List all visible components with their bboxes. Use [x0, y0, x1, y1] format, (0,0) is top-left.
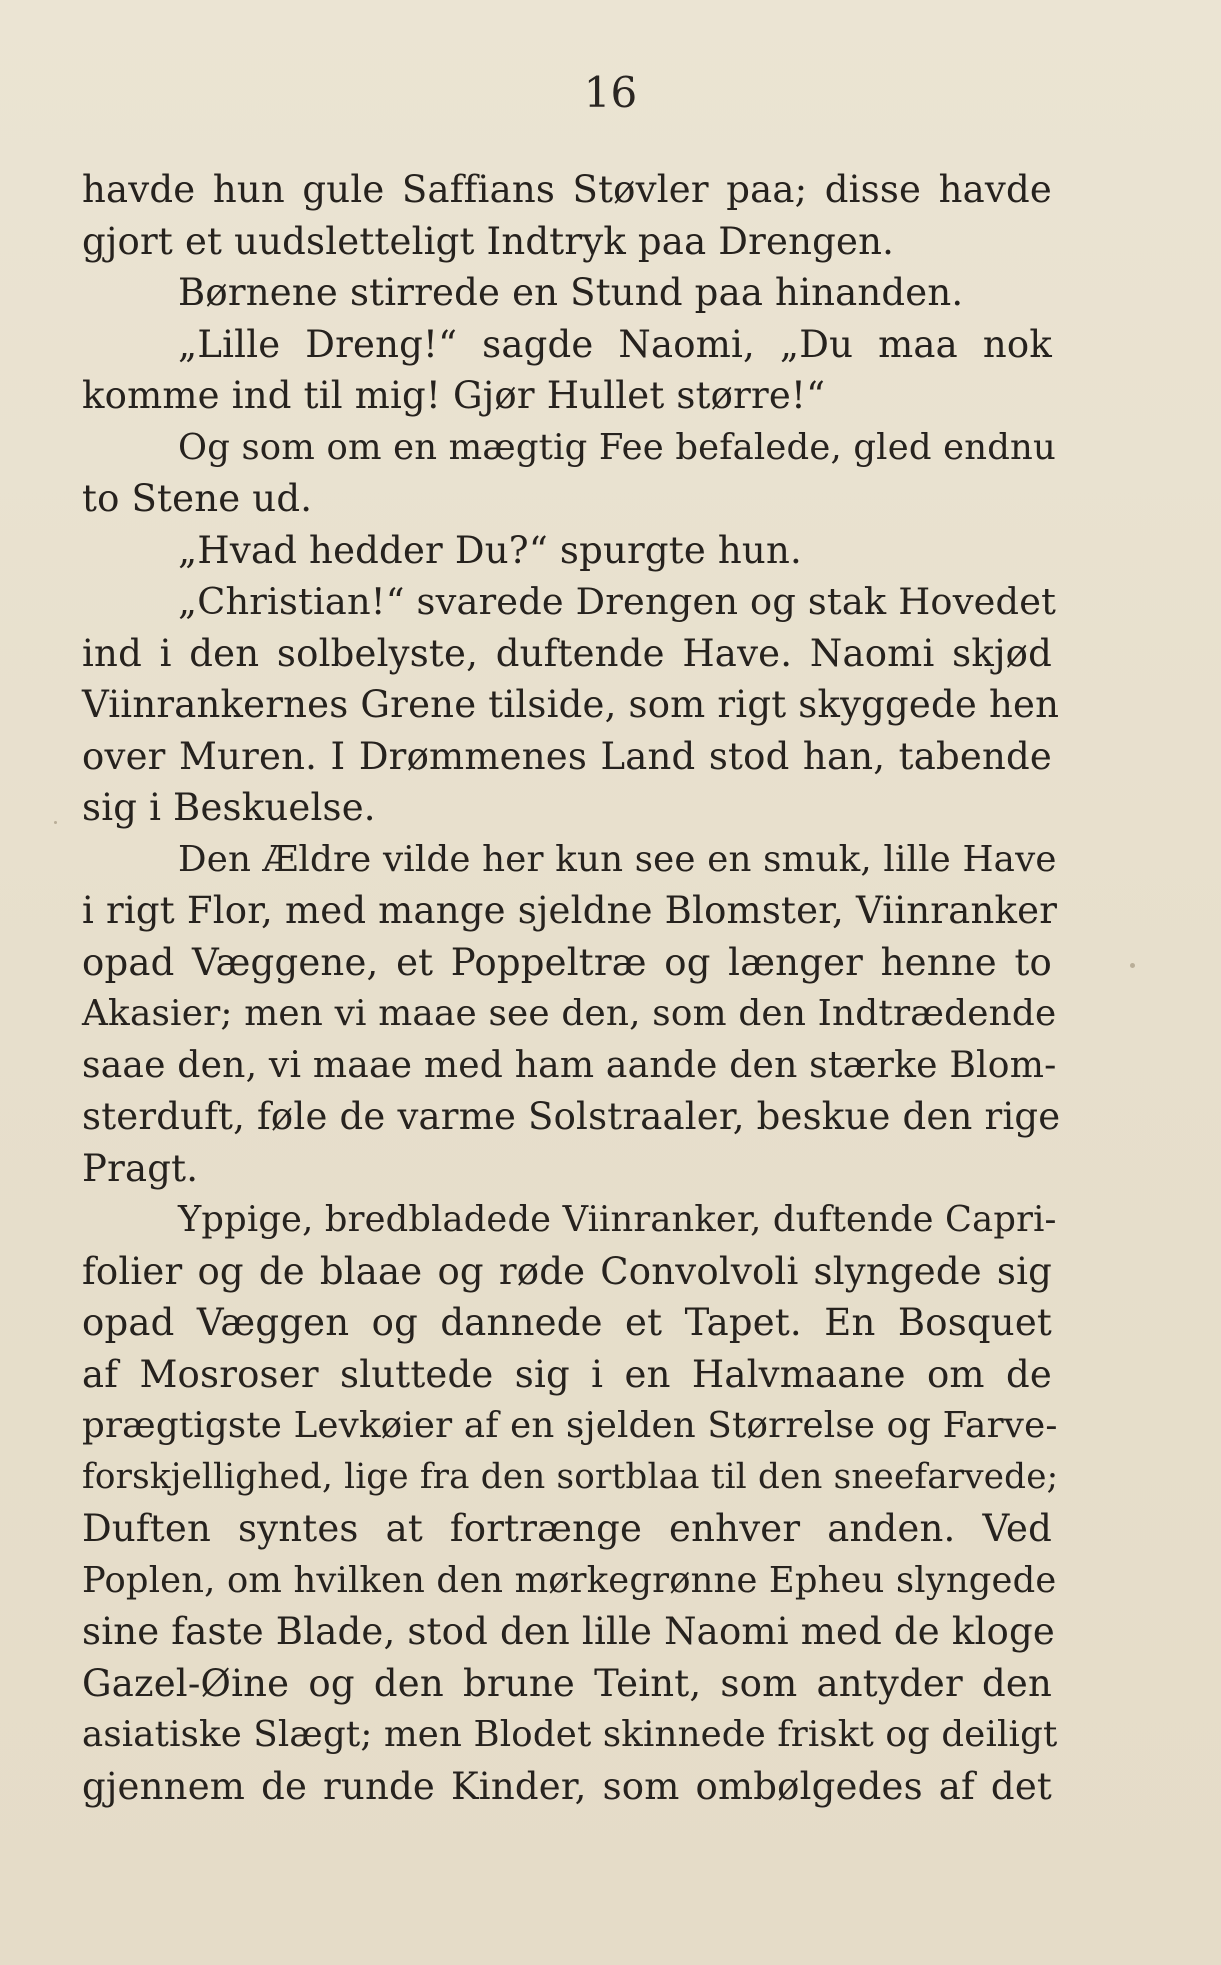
- text-line: gjennem de runde Kinder, som ombølgedes af det: [82, 1764, 1052, 1808]
- paper-speck: [54, 821, 57, 824]
- text-line: „Christian!“ svarede Drengen og stak Hovedet: [178, 580, 1057, 623]
- text-line: Viinrankernes Grene tilside, som rigt skyggede hen: [82, 683, 1060, 726]
- text-line: Børnene stirrede en Stund paa hinanden.: [178, 271, 964, 314]
- text-line: sine faste Blade, stod den lille Naomi med de kloge: [82, 1610, 1055, 1653]
- text-line: prægtigste Levkøier af en sjelden Størrelse og Farve-: [82, 1405, 1058, 1446]
- text-line: opad Væggen og dannede et Tapet. En Bosquet: [82, 1301, 1052, 1344]
- text-line: folier og de blaae og røde Convolvoli slyngede sig: [82, 1249, 1052, 1293]
- text-line: af Mosroser sluttede sig i en Halvmaane om de: [82, 1352, 1052, 1396]
- text-line: saae den, vi maae med ham aande den stærke Blom-: [82, 1043, 1057, 1086]
- text-line: Poplen, om hvilken den mørkegrønne Epheu slyngede: [82, 1559, 1057, 1601]
- text-line: Yppige, bredbladede Viinranker, duftende Capri-: [178, 1199, 1057, 1240]
- body-text: [82, 164, 1061, 1812]
- text-line: Gazel-Øine og den brune Teint, som antyder den: [82, 1661, 1052, 1705]
- text-line: komme ind til mig! Gjør Hullet større!“: [82, 374, 826, 417]
- text-line: Akasier; men vi maae see den, som den Indtrædende: [82, 993, 1057, 1034]
- text-line: sig i Beskuelse.: [82, 786, 376, 829]
- page-number: 16: [583, 68, 638, 117]
- text-line: over Muren. I Drømmenes Land stod han, tabende: [82, 734, 1052, 778]
- paper-speck: [1130, 963, 1135, 968]
- text-line: gjort et uudsletteligt Indtryk paa Drengen.: [82, 219, 895, 263]
- text-line: to Stene ud.: [82, 477, 313, 520]
- text-line: forskjellighed, lige fra den sortblaa til den sneefarvede;: [82, 1456, 1059, 1497]
- text-line: asiatiske Slægt; men Blodet skinnede friskt og deiligt: [82, 1714, 1058, 1755]
- text-line: Duften syntes at fortrænge enhver anden. Ved: [82, 1507, 1052, 1550]
- text-line: Pragt.: [82, 1146, 199, 1190]
- text-line: havde hun gule Saffians Støvler paa; disse havde: [82, 168, 1052, 211]
- text-line: sterduft, føle de varme Solstraaler, beskue den rige: [82, 1095, 1061, 1138]
- text-line: i rigt Flor, med mange sjeldne Blomster, Viinranker: [82, 889, 1058, 932]
- text-line: Og som om en mægtig Fee befalede, gled endnu: [178, 426, 1056, 468]
- text-line: „Lille Dreng!“ sagde Naomi, „Du maa nok: [178, 322, 1052, 366]
- text-line: „Hvad hedder Du?“ spurgte hun.: [178, 528, 802, 572]
- text-line: Den Ældre vilde her kun see en smuk, lille Have: [178, 838, 1057, 880]
- text-line: opad Væggene, et Poppeltræ og længer henne to: [82, 940, 1052, 984]
- text-line: ind i den solbelyste, duftende Have. Naomi skjød: [82, 631, 1052, 675]
